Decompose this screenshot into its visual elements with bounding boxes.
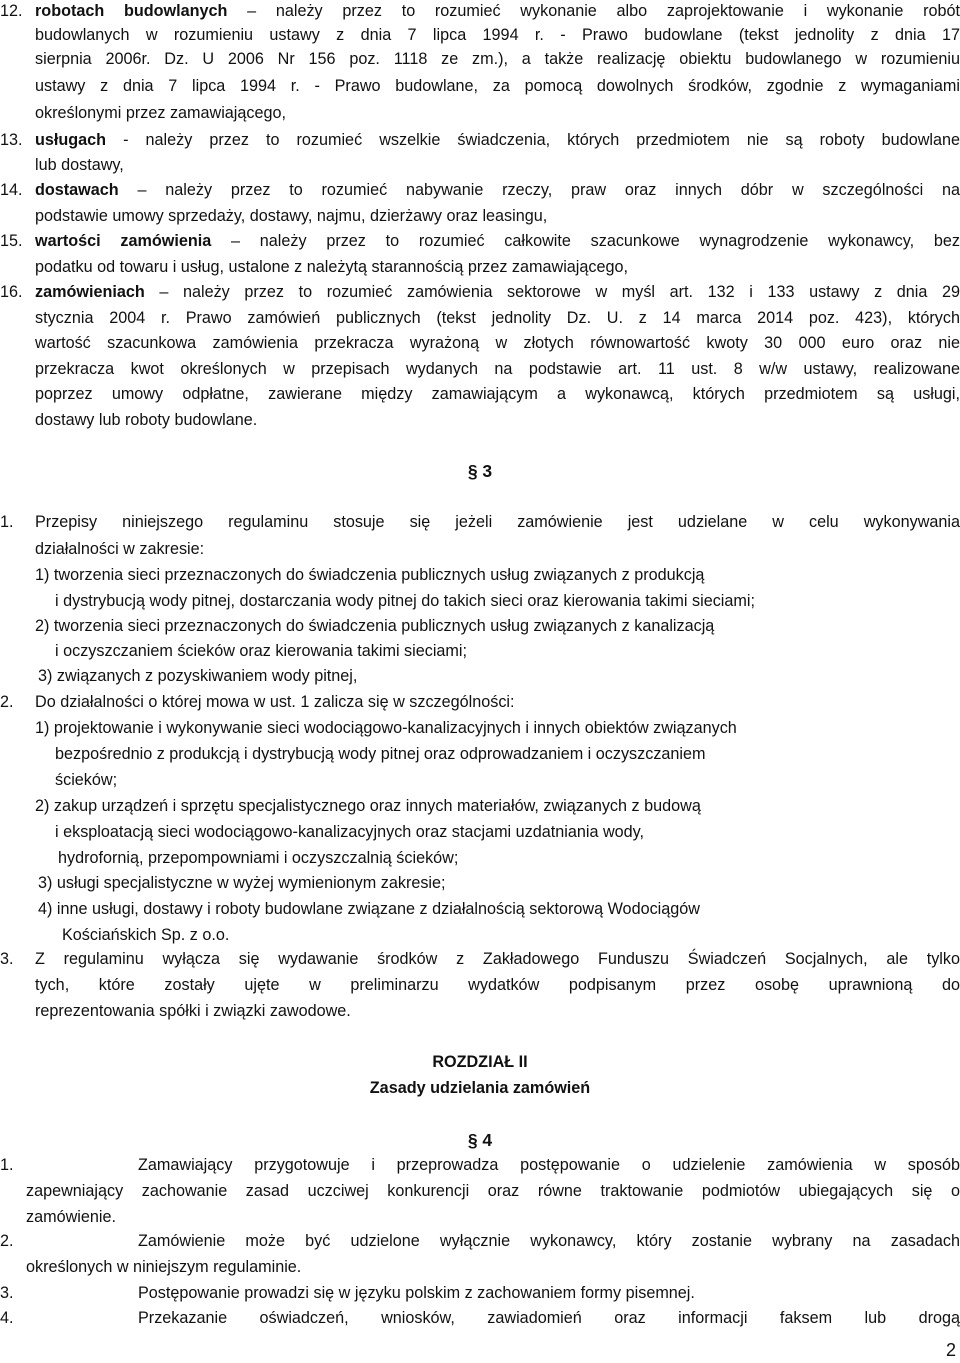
definition-text: – należy przez to rozumieć całkowite szacunkowe wynagrodzenie wykonawcy, bez xyxy=(211,232,960,250)
s3-p2-item-1-cont2 xyxy=(0,767,960,794)
definition-16-line-1 xyxy=(0,279,960,306)
s3-p3-line-3 xyxy=(0,998,960,1025)
list-item-text: i dystrybucją wody pitnej, dostarczania wody pitnej do takich sieci oraz kierowania takimi sieciami; xyxy=(55,592,755,610)
definition-15-line-2 xyxy=(0,254,960,281)
list-item-text: i oczyszczaniem ścieków oraz kierowania takimi sieciami; xyxy=(55,642,468,660)
paragraph-number: 2. xyxy=(0,693,14,711)
definition-12-line-5 xyxy=(0,100,960,127)
list-item-text: bezpośrednio z produkcją i dystrybucją wody pitnej oraz odprowadzaniem i oczyszczaniem xyxy=(55,745,706,763)
s4-p1-line-2 xyxy=(0,1178,960,1205)
s4-p1-line-3 xyxy=(0,1204,960,1231)
s3-p1-line-1 xyxy=(0,509,960,536)
paragraph-text: Postępowanie prowadzi się w języku polskim z zachowaniem formy pisemnej. xyxy=(138,1284,695,1302)
paragraph-text: działalności w zakresie: xyxy=(35,540,205,558)
paragraph-text: Przekazanie oświadczeń, wniosków, zawiadomień oraz informacji faksem lub drogą xyxy=(138,1309,960,1327)
definition-term: usługach xyxy=(35,131,107,149)
definition-14-line-2 xyxy=(0,203,960,230)
chapter-title: ROZDZIAŁ II xyxy=(432,1053,528,1071)
s4-p2-line-1 xyxy=(0,1228,960,1255)
s3-p2-item-1 xyxy=(0,715,960,742)
definition-number: 12. xyxy=(0,2,23,20)
definition-number: 15. xyxy=(0,232,23,250)
list-item-text: 4) inne usługi, dostawy i roboty budowlane związane z działalnością sektorową Wodociągów xyxy=(38,900,700,918)
definition-13-line-1 xyxy=(0,127,960,154)
s4-p1-line-1 xyxy=(0,1152,960,1179)
s3-p1-item-1 xyxy=(0,562,960,589)
paragraph-text: reprezentowania spółki i związki zawodowe. xyxy=(35,1002,351,1020)
paragraph-text: Do działalności o której mowa w ust. 1 zalicza się w szczególności: xyxy=(35,693,515,711)
paragraph-text: Zamawiający przygotowuje i przeprowadza postępowanie o udzielenie zamówienia w sposób xyxy=(138,1156,960,1174)
s3-p2-item-3 xyxy=(0,870,960,897)
paragraph-text: Z regulaminu wyłącza się wydawanie środków z Zakładowego Funduszu Świadczeń Socjalnych, ale tylko xyxy=(35,950,960,968)
definition-text: – należy przez to rozumieć wykonanie albo zaprojektowanie i wykonanie robót xyxy=(227,2,960,20)
s3-p2-item-4-cont xyxy=(0,922,960,949)
definition-text: podatku od towaru i usług, ustalone z należytą starannością przez zamawiającego, xyxy=(35,258,628,276)
list-item-text: i eksploatacją sieci wodociągowo-kanalizacyjnych oraz stacjami uzdatniania wody, xyxy=(55,823,645,841)
paragraph-number: 1. xyxy=(0,513,14,531)
definition-text: podstawie umowy sprzedaży, dostawy, najmu, dzierżawy oraz leasingu, xyxy=(35,207,548,225)
definition-text: stycznia 2004 r. Prawo zamówień publicznych (tekst jednolity Dz. U. z 14 marca 2014 poz. 423), których xyxy=(35,309,960,327)
paragraph-text: zapewniający zachowanie zasad uczciwej konkurencji oraz równe traktowanie podmiotów ubiegających się o xyxy=(26,1182,960,1200)
paragraph-text: tych, które zostały ujęte w preliminarzu wydatków podpisanym przez osobę uprawnioną do xyxy=(35,976,960,994)
s4-p2-line-2 xyxy=(0,1254,960,1281)
definition-text: – należy przez to rozumieć zamówienia sektorowe w myśl art. 132 i 133 ustawy z dnia 29 xyxy=(144,283,960,301)
page-number: 2 xyxy=(945,1340,956,1360)
section-3-heading: § 3 xyxy=(467,461,493,481)
list-item-text: 1) tworzenia sieci przeznaczonych do świadczenia publicznych usług związanych z produkcją xyxy=(35,566,705,584)
definition-12-line-3 xyxy=(0,46,960,73)
s3-p2-item-1-cont xyxy=(0,741,960,768)
paragraph-number: 4. xyxy=(0,1309,14,1327)
section-4-heading: § 4 xyxy=(467,1130,493,1150)
definition-13-line-2 xyxy=(0,152,960,179)
chapter-subtitle: Zasady udzielania zamówień xyxy=(369,1079,591,1097)
s3-p3-line-1 xyxy=(0,946,960,973)
definition-16-line-6 xyxy=(0,407,960,434)
definition-14-line-1 xyxy=(0,177,960,204)
list-item-text: Kościańskich Sp. z o.o. xyxy=(62,926,230,944)
list-item-text: ścieków; xyxy=(55,771,118,789)
definition-number: 16. xyxy=(0,283,23,301)
paragraph-text: Zamówienie może być udzielone wyłącznie wykonawcy, który zostanie wybrany na zasadach xyxy=(138,1232,960,1250)
s3-p1-line-2 xyxy=(0,536,960,563)
definition-number: 14. xyxy=(0,181,23,199)
s3-p1-item-3 xyxy=(0,663,960,690)
list-item-text: 3) usługi specjalistyczne w wyżej wymienionym zakresie; xyxy=(38,874,446,892)
s3-p1-item-2-cont xyxy=(0,638,960,665)
definition-15-line-1 xyxy=(0,228,960,255)
definition-text: - należy przez to rozumieć wszelkie świadczenia, których przedmiotem nie są roboty budowlane xyxy=(106,131,960,149)
list-item-text: 2) tworzenia sieci przeznaczonych do świadczenia publicznych usług związanych z kanalizacją xyxy=(35,617,715,635)
definition-text: wartość szacunkowa zamówienia przekracza wyrażoną w złotych równowartość kwoty 30 000 euro oraz nie xyxy=(35,334,960,352)
s3-p1-item-2 xyxy=(0,613,960,640)
definition-text: lub dostawy, xyxy=(35,156,124,174)
s3-p1-item-1-cont xyxy=(0,588,960,615)
definition-text: ustawy z dnia 7 lipca 1994 r. - Prawo budowlane, za pomocą dowolnych środków, zgodnie z wymaganiami xyxy=(35,77,960,95)
definition-16-line-2 xyxy=(0,305,960,332)
definition-number: 13. xyxy=(0,131,23,149)
s3-p2-item-2-cont xyxy=(0,819,960,846)
s4-p4-line-1 xyxy=(0,1305,960,1332)
definition-text: sierpnia 2006r. Dz. U 2006 Nr 156 poz. 1118 ze zm.), a także realizację obiektu budowlanego w rozumieniu xyxy=(35,50,960,68)
definition-16-line-3 xyxy=(0,330,960,357)
definition-term: zamówieniach xyxy=(35,283,145,301)
list-item-text: hydrofornią, przepompowniami i oczyszczalnią ścieków; xyxy=(58,849,459,867)
definition-term: dostawach xyxy=(35,181,119,199)
definition-16-line-5 xyxy=(0,381,960,408)
paragraph-number: 2. xyxy=(0,1232,14,1250)
paragraph-text: zamówienie. xyxy=(26,1208,116,1226)
paragraph-text: określonych w niniejszym regulaminie. xyxy=(26,1258,302,1276)
s3-p2-item-4 xyxy=(0,896,960,923)
paragraph-text: Przepisy niniejszego regulaminu stosuje się jeżeli zamówienie jest udzielane w celu wykonywania xyxy=(35,513,960,531)
paragraph-number: 3. xyxy=(0,950,14,968)
definition-12-line-4 xyxy=(0,73,960,100)
definition-term: robotach budowlanych xyxy=(35,2,228,20)
definition-16-line-4 xyxy=(0,356,960,383)
s4-p3-line-1 xyxy=(0,1280,960,1307)
definition-text: określonymi przez zamawiającego, xyxy=(35,104,287,122)
s3-p2-item-2-cont2 xyxy=(0,845,960,872)
definition-term: wartości zamówienia xyxy=(35,232,212,250)
list-item-text: 1) projektowanie i wykonywanie sieci wodociągowo-kanalizacyjnych i innych obiektów związanych xyxy=(35,719,737,737)
definition-text: przekracza kwot określonych w przepisach wydanych na podstawie art. 11 ust. 8 w/w ustawy, realizowane xyxy=(35,360,960,378)
definition-text: dostawy lub roboty budowlane. xyxy=(35,411,258,429)
definition-12-line-2 xyxy=(0,22,960,49)
paragraph-number: 3. xyxy=(0,1284,14,1302)
definition-text: – należy przez to rozumieć nabywanie rzeczy, praw oraz innych dóbr w szczególności na xyxy=(118,181,960,199)
list-item-text: 3) związanych z pozyskiwaniem wody pitnej, xyxy=(38,667,358,685)
s3-p3-line-2 xyxy=(0,972,960,999)
definition-text: poprzez umowy odpłatne, zawierane między zamawiającym a wykonawcą, których przedmiotem są usługi, xyxy=(35,385,960,403)
paragraph-number: 1. xyxy=(0,1156,14,1174)
s3-p2-line-1 xyxy=(0,689,960,716)
list-item-text: 2) zakup urządzeń i sprzętu specjalistycznego oraz innych materiałów, związanych z budową xyxy=(35,797,701,815)
s3-p2-item-2 xyxy=(0,793,960,820)
definition-text: budowlanych w rozumieniu ustawy z dnia 7 lipca 1994 r. - Prawo budowlane (tekst jednolity z dnia 17 xyxy=(35,26,960,44)
